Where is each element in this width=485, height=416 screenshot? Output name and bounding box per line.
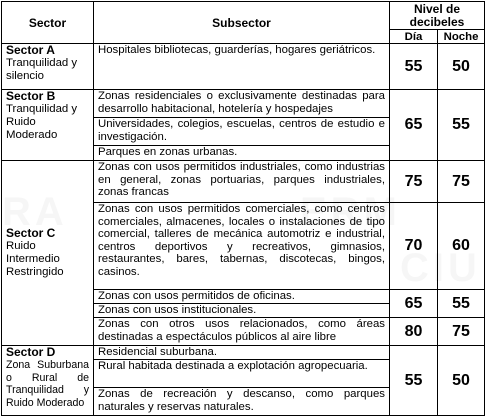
night-level: 50 [438, 346, 485, 416]
night-level: 50 [438, 44, 485, 90]
subsector-cell: Zonas con otros usos relacionados, como áreas destinadas a espectáculos públicos al aire libre [94, 318, 390, 346]
day-level: 65 [390, 90, 438, 161]
day-level: 80 [390, 318, 438, 346]
sector-d-cell [2, 346, 94, 416]
night-level: 55 [438, 90, 485, 161]
sector-a-cell [2, 44, 94, 90]
sector-name: Sector A [6, 43, 55, 57]
subsector-cell: Zonas residenciales o exclusivamente destinadas para desarrollo habitacional, hotelería y hospedajes [94, 90, 390, 118]
header-day: Día [390, 30, 438, 44]
sector-name: Sector D [6, 345, 56, 359]
subsector-cell: Zonas con usos institucionales. [94, 304, 390, 318]
subsector-cell: Residencial suburbana. [94, 346, 390, 360]
day-level: 55 [390, 44, 438, 90]
subsector-cell: Parques en zonas urbanas. [94, 146, 390, 161]
table-row [2, 44, 485, 90]
table-row [2, 161, 485, 203]
subsector-cell: Universidades, colegios, escuelas, centros de estudio e investigación. [94, 118, 390, 146]
header-sector: Sector [2, 2, 94, 44]
day-level: 65 [390, 290, 438, 318]
header-noise-level: Nivel de decibeles [390, 2, 485, 30]
subsector-cell: Hospitales bibliotecas, guarderías, hogares geriátricos. [94, 44, 390, 90]
day-level: 55 [390, 346, 438, 416]
header-subsector: Subsector [94, 2, 390, 44]
subsector-cell: Zonas con usos permitidos de oficinas. [94, 290, 390, 304]
subsector-cell: Zonas con usos permitidos industriales, como industrias en general, zonas portuarias, parques industriales, zonas francas [94, 161, 390, 203]
sector-c-cell [2, 161, 94, 346]
subsector-cell: Zonas de recreación y descanso, como parques naturales y reservas naturales. [94, 388, 390, 416]
header-row [2, 2, 485, 30]
noise-levels-table [1, 1, 485, 416]
night-level: 75 [438, 318, 485, 346]
night-level: 55 [438, 290, 485, 318]
subsector-cell: Zonas con usos permitidos comerciales, como centros comerciales, almacenes, locales o instalaciones de tipo comercial, talleres de mecánica automotriz e industrial, centros deportivos y recreativos, gimnasios, restaurantes, bares, tabernas, discotecas, bingos, casinos. [94, 203, 390, 290]
sector-description: Tranquilidad y silencio [6, 57, 78, 82]
table-row [2, 346, 485, 360]
sector-description: Tranquilidad y Ruido Moderado [6, 103, 78, 141]
header-night: Noche [438, 30, 485, 44]
sector-name: Sector C [6, 226, 56, 240]
table-row [2, 90, 485, 118]
sector-b-cell [2, 90, 94, 161]
sector-description: Zona Suburbana o Rural de Tranquilidad y Ruido Moderado [6, 359, 89, 409]
sector-name: Sector B [6, 89, 56, 103]
day-level: 70 [390, 203, 438, 290]
night-level: 60 [438, 203, 485, 290]
subsector-cell: Rural habitada destinada a explotación agropecuaria. [94, 360, 390, 388]
sector-description: Ruido Intermedio Restringido [6, 240, 64, 278]
day-level: 75 [390, 161, 438, 203]
night-level: 75 [438, 161, 485, 203]
